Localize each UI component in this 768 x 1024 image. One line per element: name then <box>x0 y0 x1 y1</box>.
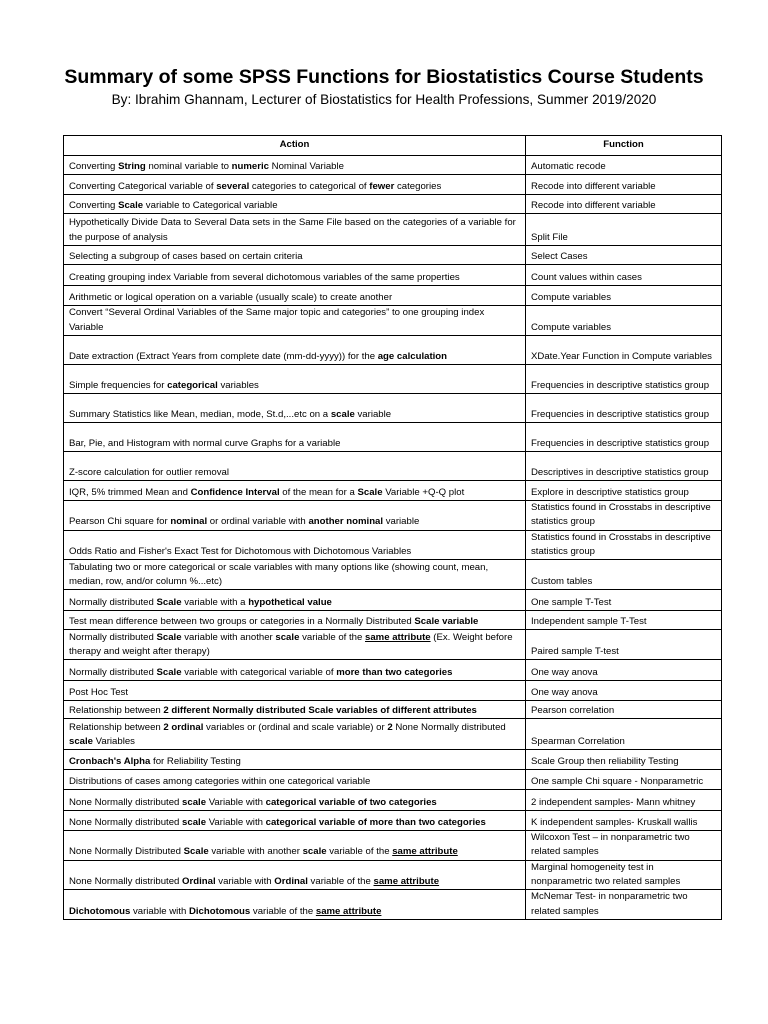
action-emphasis: String <box>118 160 146 172</box>
action-cell <box>64 660 526 681</box>
function-cell: Recode into different variable <box>526 195 722 214</box>
action-cell <box>64 246 526 265</box>
table-row <box>64 660 722 681</box>
action-text: Convert “Several Ordinal Variables of the Same major topic and categories” to one grouping index Variable <box>69 307 485 333</box>
function-cell: Recode into different variable <box>526 175 722 195</box>
function-cell: Paired sample T-test <box>526 630 722 660</box>
action-emphasis: scale <box>182 796 207 808</box>
function-cell: Scale Group then reliability Testing <box>526 750 722 770</box>
action-emphasis: 2 <box>387 721 393 733</box>
action-cell <box>64 811 526 831</box>
action-text: Variable with <box>206 796 266 808</box>
action-cell <box>64 630 526 660</box>
action-emphasis: same attribute <box>373 876 440 888</box>
function-cell: Statistics found in Crosstabs in descriptive statistics group <box>526 530 722 560</box>
table-row <box>64 365 722 394</box>
action-cell <box>64 452 526 481</box>
table-row <box>64 770 722 790</box>
action-emphasis: Scale <box>156 631 182 643</box>
action-text: Post Hoc Test <box>69 686 129 698</box>
action-text: None Normally distributed <box>69 796 183 808</box>
table-row <box>64 890 722 920</box>
action-text: variables or (ordinal and scale variable) or <box>203 721 388 733</box>
action-text: Normally distributed <box>69 596 157 608</box>
action-text: variable with categorical variable of <box>181 666 337 678</box>
action-emphasis: another nominal <box>308 516 384 528</box>
action-emphasis: several <box>216 180 250 192</box>
action-emphasis: Dichotomous <box>69 905 131 917</box>
action-text: Date extraction (Extract Years from complete date (mm-dd-yyyy)) for the <box>69 350 378 362</box>
table-row <box>64 286 722 306</box>
table-row <box>64 560 722 590</box>
action-emphasis: Scale <box>156 596 182 608</box>
table-row <box>64 860 722 890</box>
table-row <box>64 831 722 861</box>
action-emphasis: Scale variable <box>414 615 479 627</box>
action-emphasis: scale <box>302 846 327 858</box>
function-cell: Statistics found in Crosstabs in descriptive statistics group <box>526 501 722 531</box>
function-cell: Spearman Correlation <box>526 719 722 750</box>
action-cell <box>64 195 526 214</box>
table-header-row <box>64 136 722 156</box>
action-emphasis: 2 ordinal <box>163 721 204 733</box>
action-emphasis: scale <box>275 631 300 643</box>
action-text: Odds Ratio and Fisher's Exact Test for Dichotomous with Dichotomous Variables <box>69 545 412 557</box>
action-column-header: Action <box>64 136 526 156</box>
action-cell <box>64 394 526 423</box>
action-cell <box>64 701 526 719</box>
action-cell <box>64 681 526 701</box>
action-cell <box>64 890 526 920</box>
table-row <box>64 423 722 452</box>
action-cell <box>64 423 526 452</box>
action-text: variable of the <box>299 631 366 643</box>
action-emphasis: categorical <box>167 379 218 391</box>
action-text: variable with a <box>181 596 249 608</box>
spss-functions-table <box>63 135 722 920</box>
action-emphasis: Ordinal <box>274 876 308 888</box>
action-emphasis: categorical variable of more than two categories <box>265 816 486 828</box>
action-text: None Normally Distributed <box>69 846 184 858</box>
action-text: None Normally distributed <box>69 816 183 828</box>
action-text: Nominal Variable <box>268 160 344 172</box>
action-text: Test mean difference between two groups or categories in a Normally Distributed <box>69 615 415 627</box>
table-row <box>64 156 722 175</box>
action-text: or ordinal variable with <box>207 516 309 528</box>
table-row <box>64 590 722 611</box>
table-row <box>64 195 722 214</box>
table-row <box>64 481 722 501</box>
function-cell: One sample T-Test <box>526 590 722 611</box>
action-emphasis: 2 different Normally distributed Scale variables of different attributes <box>163 704 477 716</box>
action-emphasis: numeric <box>231 160 269 172</box>
function-cell: 2 independent samples- Mann whitney <box>526 790 722 811</box>
action-cell <box>64 611 526 630</box>
action-cell <box>64 770 526 790</box>
table-row <box>64 175 722 195</box>
table-body <box>64 156 722 920</box>
function-cell: Count values within cases <box>526 265 722 286</box>
action-emphasis: hypothetical value <box>248 596 332 608</box>
action-cell <box>64 175 526 195</box>
action-cell <box>64 560 526 590</box>
table-row <box>64 265 722 286</box>
table-row <box>64 611 722 630</box>
action-text: Variable with <box>206 816 266 828</box>
action-cell <box>64 365 526 394</box>
action-emphasis: more than two categories <box>336 666 453 678</box>
action-emphasis: same attribute <box>315 905 382 917</box>
action-text: Z-score calculation for outlier removal <box>69 466 229 478</box>
action-cell <box>64 336 526 365</box>
action-emphasis: Confidence Interval <box>190 486 280 498</box>
function-cell: Frequencies in descriptive statistics group <box>526 394 722 423</box>
table-row <box>64 811 722 831</box>
action-cell <box>64 860 526 890</box>
action-cell <box>64 265 526 286</box>
action-text: variable with another <box>181 631 276 643</box>
table-row <box>64 701 722 719</box>
action-emphasis: same attribute <box>365 631 431 643</box>
action-cell <box>64 501 526 531</box>
table-row <box>64 452 722 481</box>
function-cell: Marginal homogeneity test in nonparametric two related samples <box>526 860 722 890</box>
function-cell: Automatic recode <box>526 156 722 175</box>
action-emphasis: Scale <box>156 666 182 678</box>
action-text: Relationship between <box>69 721 164 733</box>
action-text: Relationship between <box>69 704 164 716</box>
action-text: IQR, 5% trimmed Mean and <box>69 486 191 498</box>
action-text: None Normally distributed <box>392 721 506 733</box>
function-cell: Custom tables <box>526 560 722 590</box>
function-cell: Frequencies in descriptive statistics group <box>526 365 722 394</box>
action-cell <box>64 214 526 246</box>
action-text: Converting <box>69 160 119 172</box>
action-text: variable of the <box>326 846 393 858</box>
action-text: Distributions of cases among categories within one categorical variable <box>69 775 371 787</box>
action-text: variable of the <box>250 905 316 917</box>
table-row <box>64 530 722 560</box>
action-cell <box>64 156 526 175</box>
action-cell <box>64 530 526 560</box>
function-cell: K independent samples- Kruskall wallis <box>526 811 722 831</box>
action-text: categories to categorical of <box>249 180 370 192</box>
action-emphasis: categorical variable of two categories <box>265 796 437 808</box>
action-cell <box>64 790 526 811</box>
function-cell: One way anova <box>526 681 722 701</box>
function-cell: Independent sample T-Test <box>526 611 722 630</box>
action-text: Summary Statistics like Mean, median, mode, St.d,...etc on a <box>69 408 331 420</box>
function-column-header: Function <box>526 136 722 156</box>
function-cell: One sample Chi square - Nonparametric <box>526 770 722 790</box>
action-cell <box>64 590 526 611</box>
action-text: variable with <box>130 905 189 917</box>
action-emphasis: Ordinal <box>182 876 216 888</box>
action-cell <box>64 831 526 861</box>
function-cell: McNemar Test- in nonparametric two related samples <box>526 890 722 920</box>
action-text: variable <box>383 516 420 528</box>
action-text: of the mean for a <box>279 486 358 498</box>
table-row <box>64 336 722 365</box>
document-subtitle: By: Ibrahim Ghannam, Lecturer of Biostatistics for Health Professions, Summer 2019/2020 <box>111 92 657 107</box>
function-cell: XDate.Year Function in Compute variables <box>526 336 722 365</box>
action-text: None Normally distributed <box>69 876 183 888</box>
table-row <box>64 750 722 770</box>
action-emphasis: Scale <box>183 846 209 858</box>
action-text: Bar, Pie, and Histogram with normal curve Graphs for a variable <box>69 437 341 449</box>
action-emphasis: age calculation <box>377 350 448 362</box>
action-cell <box>64 481 526 501</box>
action-text: variable with another <box>208 846 303 858</box>
action-text: Normally distributed <box>69 666 157 678</box>
action-text: variables <box>217 379 259 391</box>
action-emphasis: same attribute <box>392 846 458 858</box>
action-text: variable with <box>215 876 275 888</box>
table-row <box>64 246 722 265</box>
action-text: Normally distributed <box>69 631 157 643</box>
table-row <box>64 214 722 246</box>
action-emphasis: Cronbach's Alpha <box>69 755 151 767</box>
action-text: Selecting a subgroup of cases based on certain criteria <box>69 250 303 262</box>
table-row <box>64 501 722 531</box>
action-cell <box>64 306 526 336</box>
action-text: Variable +Q-Q plot <box>382 486 465 498</box>
function-cell: Compute variables <box>526 306 722 336</box>
function-cell: Pearson correlation <box>526 701 722 719</box>
action-text: Pearson Chi square for <box>69 516 171 528</box>
action-text: Variables <box>93 735 135 747</box>
action-emphasis: scale <box>69 735 94 747</box>
action-emphasis: scale <box>182 816 207 828</box>
function-cell: Compute variables <box>526 286 722 306</box>
action-text: Tabulating two or more categorical or scale variables with many options like (showing count, mean, median, row, and/or column %...etc) <box>69 561 489 587</box>
action-text: Hypothetically Divide Data to Several Data sets in the Same File based on the categories of a variable for the purpose of analysis <box>69 217 516 243</box>
action-text: variable of the <box>307 876 374 888</box>
action-cell <box>64 750 526 770</box>
action-text: variable to Categorical variable <box>143 199 278 211</box>
action-emphasis: nominal <box>170 516 208 528</box>
function-cell: Wilcoxon Test – in nonparametric two related samples <box>526 831 722 861</box>
function-cell: Frequencies in descriptive statistics group <box>526 423 722 452</box>
function-cell: One way anova <box>526 660 722 681</box>
function-cell: Split File <box>526 214 722 246</box>
table-row <box>64 630 722 660</box>
table-row <box>64 681 722 701</box>
function-cell: Descriptives in descriptive statistics group <box>526 452 722 481</box>
action-text: Arithmetic or logical operation on a variable (usually scale) to create another <box>69 291 393 303</box>
table-row <box>64 719 722 750</box>
action-text: (Ex. Weight before therapy and weight after therapy) <box>69 631 513 657</box>
action-text: variable <box>354 408 392 420</box>
action-emphasis: Dichotomous <box>188 905 251 917</box>
document-title: Summary of some SPSS Functions for Biostatistics Course Students <box>64 66 704 88</box>
action-emphasis: fewer <box>369 180 395 192</box>
action-cell <box>64 286 526 306</box>
table-row <box>64 394 722 423</box>
action-text: categories <box>394 180 442 192</box>
action-emphasis: Scale <box>118 199 144 211</box>
function-cell: Select Cases <box>526 246 722 265</box>
action-text: Converting <box>69 199 119 211</box>
action-cell <box>64 719 526 750</box>
action-text: for Reliability Testing <box>150 755 241 767</box>
action-emphasis: Scale <box>357 486 383 498</box>
table-row <box>64 790 722 811</box>
action-text: Simple frequencies for <box>69 379 168 391</box>
function-cell: Explore in descriptive statistics group <box>526 481 722 501</box>
action-emphasis: scale <box>330 408 355 420</box>
action-text: Creating grouping index Variable from several dichotomous variables of the same properties <box>69 271 460 283</box>
action-text: Converting Categorical variable of <box>69 180 217 192</box>
action-text: nominal variable to <box>145 160 232 172</box>
table-row <box>64 306 722 336</box>
